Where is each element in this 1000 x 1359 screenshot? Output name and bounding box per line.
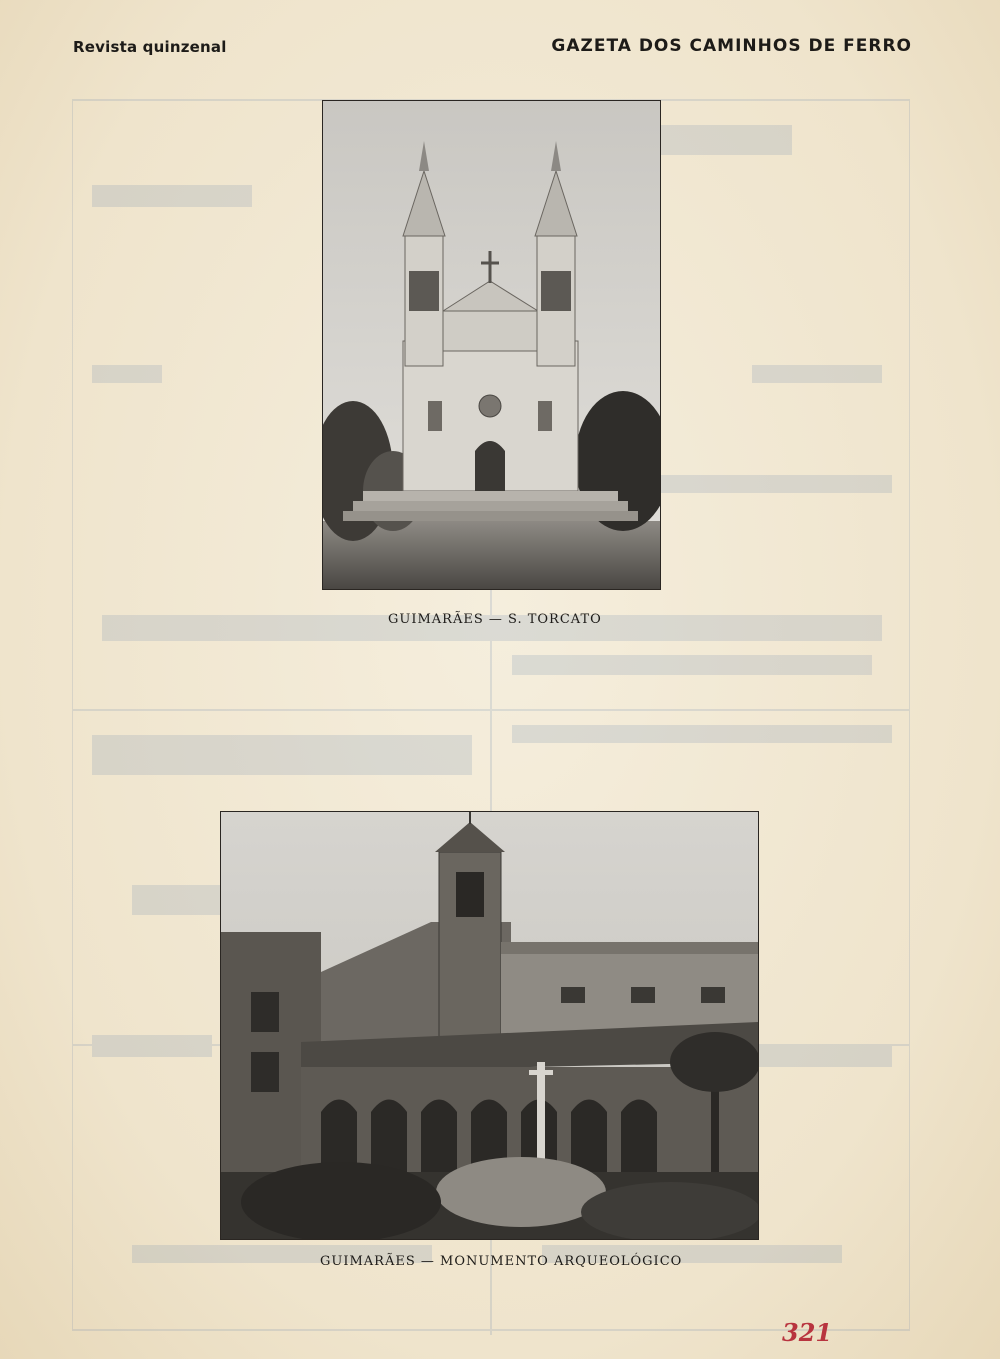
cloister-illustration xyxy=(221,812,758,1239)
cloister-photo xyxy=(221,812,758,1239)
church-illustration xyxy=(323,101,660,589)
church-photo xyxy=(323,101,660,589)
figure-caption-2: GUIMARÃES — MONUMENTO ARQUEOLÓGICO xyxy=(320,1254,683,1269)
page-number: 321 xyxy=(782,1318,833,1347)
running-head-left: Revista quinzenal xyxy=(73,38,227,56)
figure-caption-1: GUIMARÃES — S. TORCATO xyxy=(388,612,602,627)
running-head-right: GAZETA DOS CAMINHOS DE FERRO xyxy=(551,36,912,56)
